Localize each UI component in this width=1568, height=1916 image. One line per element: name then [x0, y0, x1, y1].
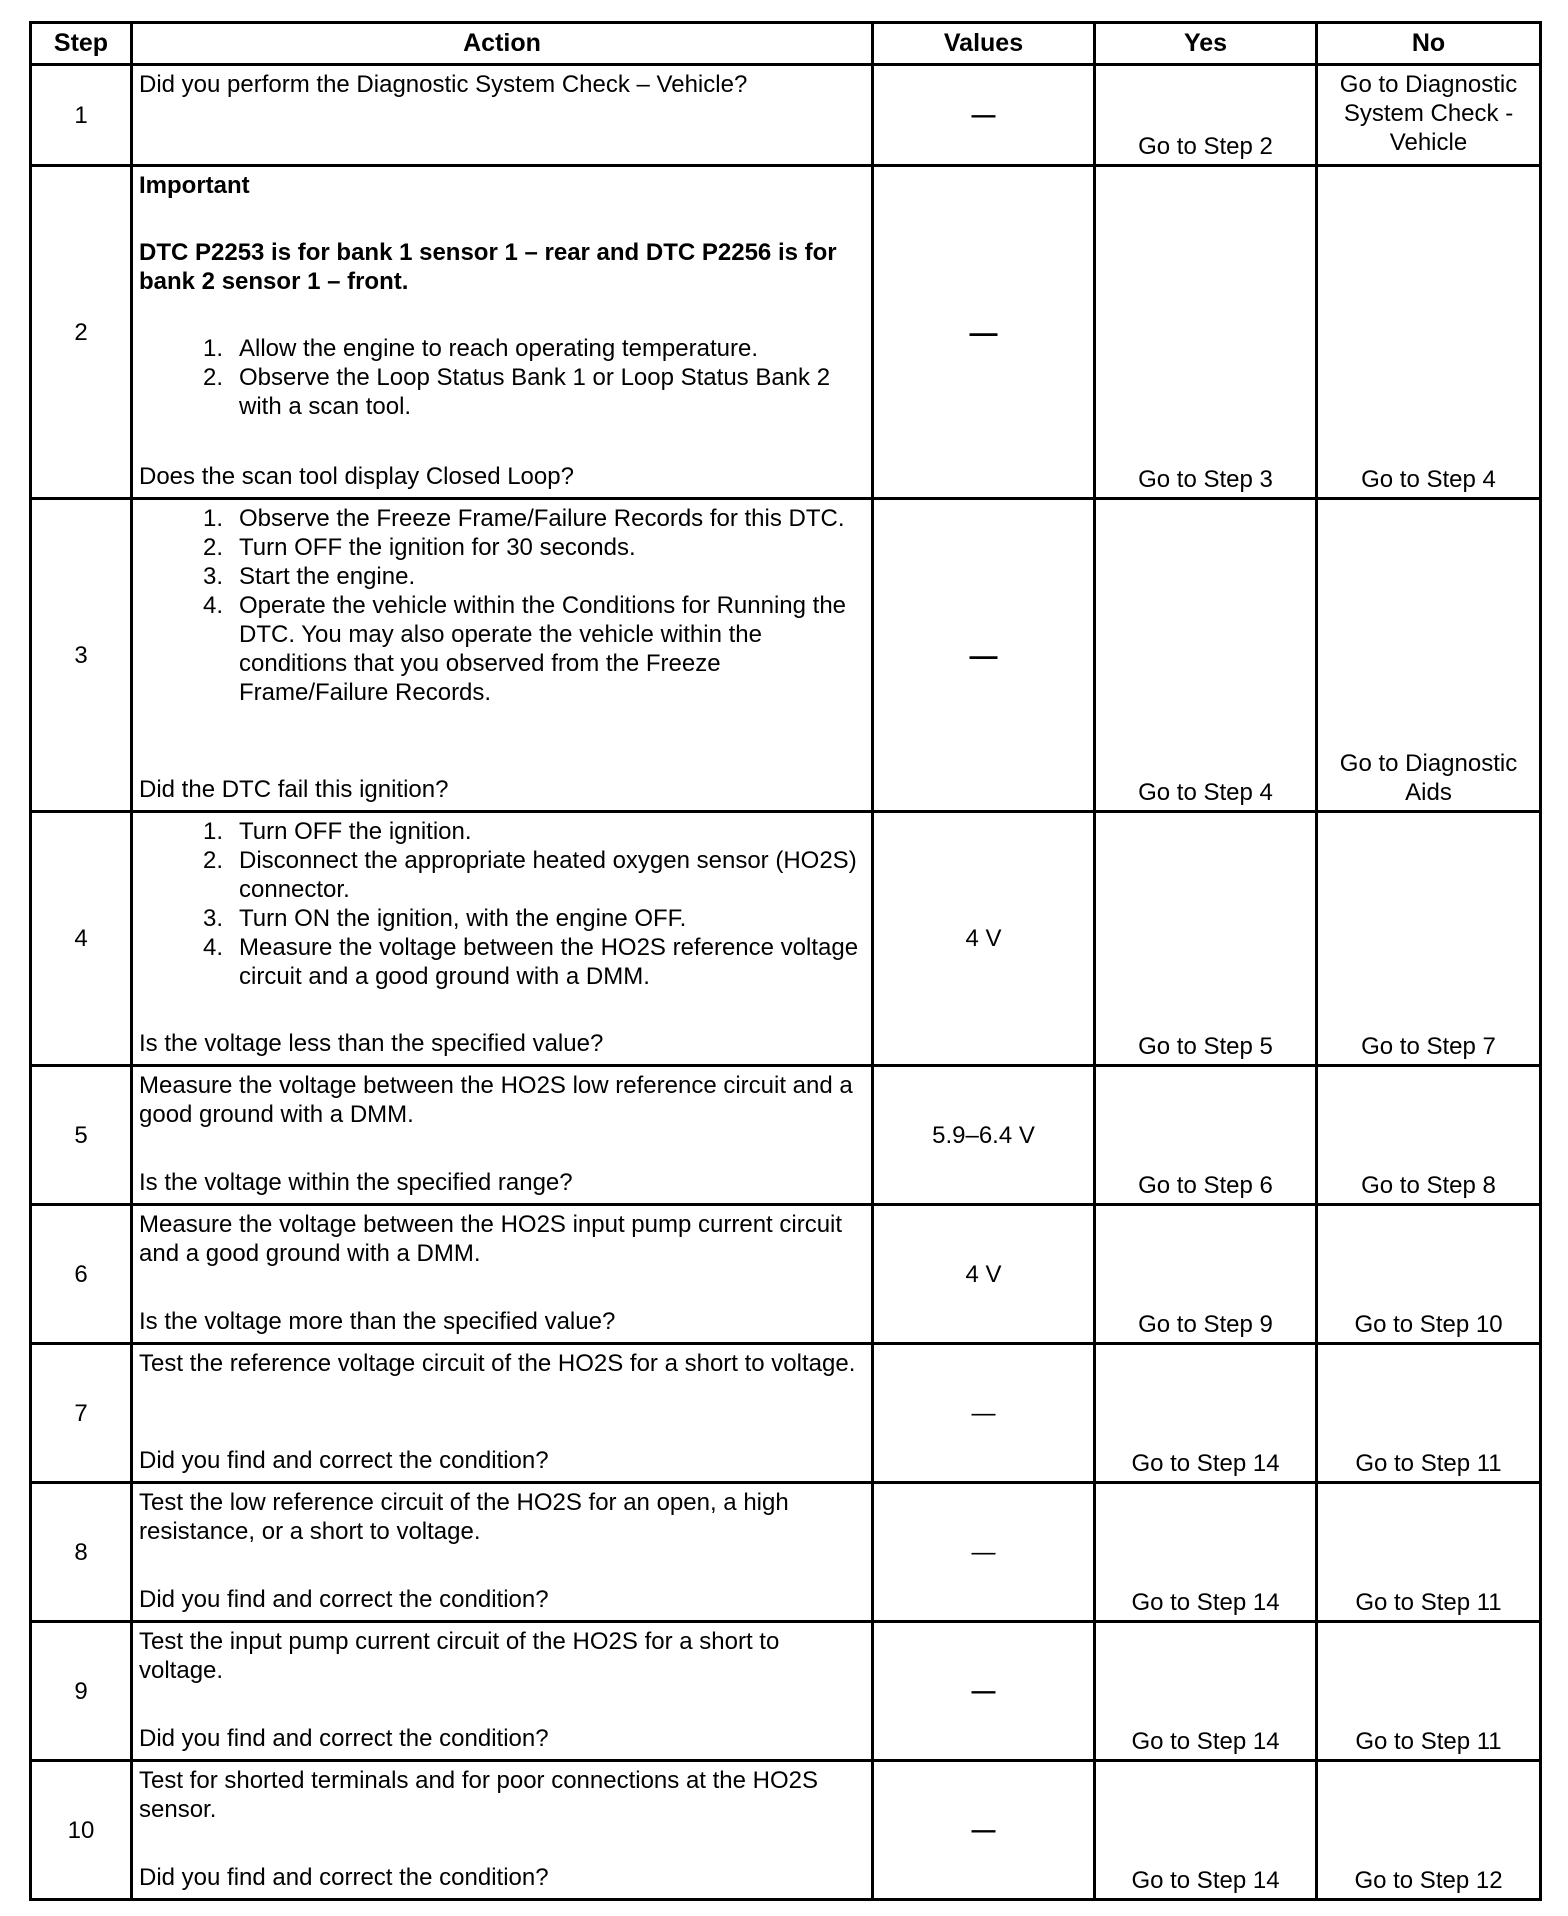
- no-cell: Go to Step 8: [1317, 1066, 1541, 1205]
- no-cell: Go to Step 10: [1317, 1205, 1541, 1344]
- no-cell: Go to Step 11: [1317, 1483, 1541, 1622]
- table-row: [31, 1344, 1541, 1483]
- procedure-list: [139, 504, 867, 707]
- action-text: Test the low reference circuit of the HO2S for an open, a high resistance, or a short to voltage.: [139, 1489, 789, 1545]
- yes-cell: Go to Step 14: [1095, 1483, 1317, 1622]
- list-item: 2 . Observe the Loop Status Bank 1 or Loop Status Bank 2 with a scan tool.: [139, 363, 867, 421]
- question-text: Did you find and correct the condition?: [139, 1447, 549, 1474]
- table-row: [31, 166, 1541, 499]
- list-item: 3 . Start the engine.: [139, 562, 867, 591]
- action-cell: [132, 1622, 873, 1761]
- no-cell: Go to Diagnostic System Check - Vehicle: [1317, 65, 1541, 166]
- step-number: 9: [31, 1622, 132, 1761]
- yes-cell: Go to Step 5: [1095, 812, 1317, 1066]
- list-item: 2 . Disconnect the appropriate heated oxygen sensor (HO2S) connector.: [139, 846, 867, 904]
- action-cell: [132, 1761, 873, 1900]
- action-text: Did you perform the Diagnostic System Check – Vehicle?: [139, 71, 748, 98]
- header-yes: Yes: [1095, 23, 1317, 65]
- table-row: [31, 1066, 1541, 1205]
- header-row: [31, 23, 1541, 65]
- procedure-list: [139, 334, 867, 421]
- list-item: 4 . Measure the voltage between the HO2S reference voltage circuit and a good ground with a DMM.: [139, 933, 867, 991]
- step-number: 6: [31, 1205, 132, 1344]
- value-cell: —: [873, 1622, 1095, 1761]
- question-text: Is the voltage within the specified range?: [139, 1169, 573, 1196]
- no-cell: Go to Step 12: [1317, 1761, 1541, 1900]
- list-item: 1 . Observe the Freeze Frame/Failure Records for this DTC.: [139, 504, 867, 533]
- no-cell: Go to Step 11: [1317, 1344, 1541, 1483]
- action-cell: [132, 166, 873, 499]
- question-text: Does the scan tool display Closed Loop?: [139, 463, 574, 490]
- action-text: Measure the voltage between the HO2S low reference circuit and a good ground with a DMM.: [139, 1072, 853, 1128]
- action-text: Test for shorted terminals and for poor connections at the HO2S sensor.: [139, 1767, 819, 1823]
- diagnostic-table: [29, 21, 1542, 1901]
- step-number: 2: [31, 166, 132, 499]
- no-cell: Go to Step 11: [1317, 1622, 1541, 1761]
- step-number: 5: [31, 1066, 132, 1205]
- value-cell: —: [873, 1761, 1095, 1900]
- step-number: 8: [31, 1483, 132, 1622]
- action-cell: [132, 812, 873, 1066]
- value-cell: —: [873, 166, 1095, 499]
- question-text: Did you find and correct the condition?: [139, 1725, 549, 1752]
- important-label: Important: [139, 172, 250, 199]
- list-item: 4 . Operate the vehicle within the Conditions for Running the DTC. You may also operate the vehicle within the conditions that you observed from the Freeze Frame/Failure Records.: [139, 591, 867, 707]
- value-cell: 4 V: [873, 1205, 1095, 1344]
- table-row: [31, 1761, 1541, 1900]
- action-text: Measure the voltage between the HO2S input pump current circuit and a good ground with a DMM.: [139, 1211, 843, 1267]
- step-number: 3: [31, 499, 132, 812]
- header-no: No: [1317, 23, 1541, 65]
- action-cell: [132, 1066, 873, 1205]
- action-cell: [132, 65, 873, 166]
- header-step: Step: [31, 23, 132, 65]
- question-text: Did you find and correct the condition?: [139, 1864, 549, 1891]
- question-text: Did the DTC fail this ignition?: [139, 776, 449, 803]
- procedure-list: [139, 817, 867, 991]
- yes-cell: Go to Step 14: [1095, 1622, 1317, 1761]
- list-item: 2 . Turn OFF the ignition for 30 seconds.: [139, 533, 867, 562]
- yes-cell: Go to Step 3: [1095, 166, 1317, 499]
- question-text: Is the voltage less than the specified value?: [139, 1030, 604, 1057]
- value-cell: —: [873, 1483, 1095, 1622]
- action-cell: [132, 499, 873, 812]
- table-row: [31, 1205, 1541, 1344]
- value-cell: —: [873, 65, 1095, 166]
- header-values: Values: [873, 23, 1095, 65]
- yes-cell: Go to Step 14: [1095, 1761, 1317, 1900]
- table-row: [31, 499, 1541, 812]
- table-row: [31, 1483, 1541, 1622]
- question-text: Did you find and correct the condition?: [139, 1586, 549, 1613]
- yes-cell: Go to Step 9: [1095, 1205, 1317, 1344]
- yes-cell: Go to Step 14: [1095, 1344, 1317, 1483]
- value-cell: —: [873, 1344, 1095, 1483]
- yes-cell: Go to Step 6: [1095, 1066, 1317, 1205]
- no-cell: Go to Step 7: [1317, 812, 1541, 1066]
- table-row: [31, 65, 1541, 166]
- no-cell: Go to Step 4: [1317, 166, 1541, 499]
- yes-cell: Go to Step 4: [1095, 499, 1317, 812]
- list-item: 3 . Turn ON the ignition, with the engine OFF.: [139, 904, 867, 933]
- step-number: 7: [31, 1344, 132, 1483]
- important-text: DTC P2253 is for bank 1 sensor 1 – rear and DTC P2256 is for bank 2 sensor 1 – front.: [139, 239, 837, 295]
- value-cell: 4 V: [873, 812, 1095, 1066]
- action-text: Test the reference voltage circuit of the HO2S for a short to voltage.: [139, 1350, 856, 1377]
- step-number: 4: [31, 812, 132, 1066]
- no-cell: Go to Diagnostic Aids: [1317, 499, 1541, 812]
- value-cell: —: [873, 499, 1095, 812]
- question-text: Is the voltage more than the specified value?: [139, 1308, 616, 1335]
- step-number: 1: [31, 65, 132, 166]
- table-row: [31, 812, 1541, 1066]
- yes-cell: Go to Step 2: [1095, 65, 1317, 166]
- list-item: 1 . Allow the engine to reach operating temperature.: [139, 334, 867, 363]
- list-item: 1 . Turn OFF the ignition.: [139, 817, 867, 846]
- action-cell: [132, 1344, 873, 1483]
- header-action: Action: [132, 23, 873, 65]
- value-cell: 5.9–6.4 V: [873, 1066, 1095, 1205]
- table-row: [31, 1622, 1541, 1761]
- action-text: Test the input pump current circuit of the HO2S for a short to voltage.: [139, 1628, 780, 1684]
- action-cell: [132, 1205, 873, 1344]
- action-cell: [132, 1483, 873, 1622]
- step-number: 10: [31, 1761, 132, 1900]
